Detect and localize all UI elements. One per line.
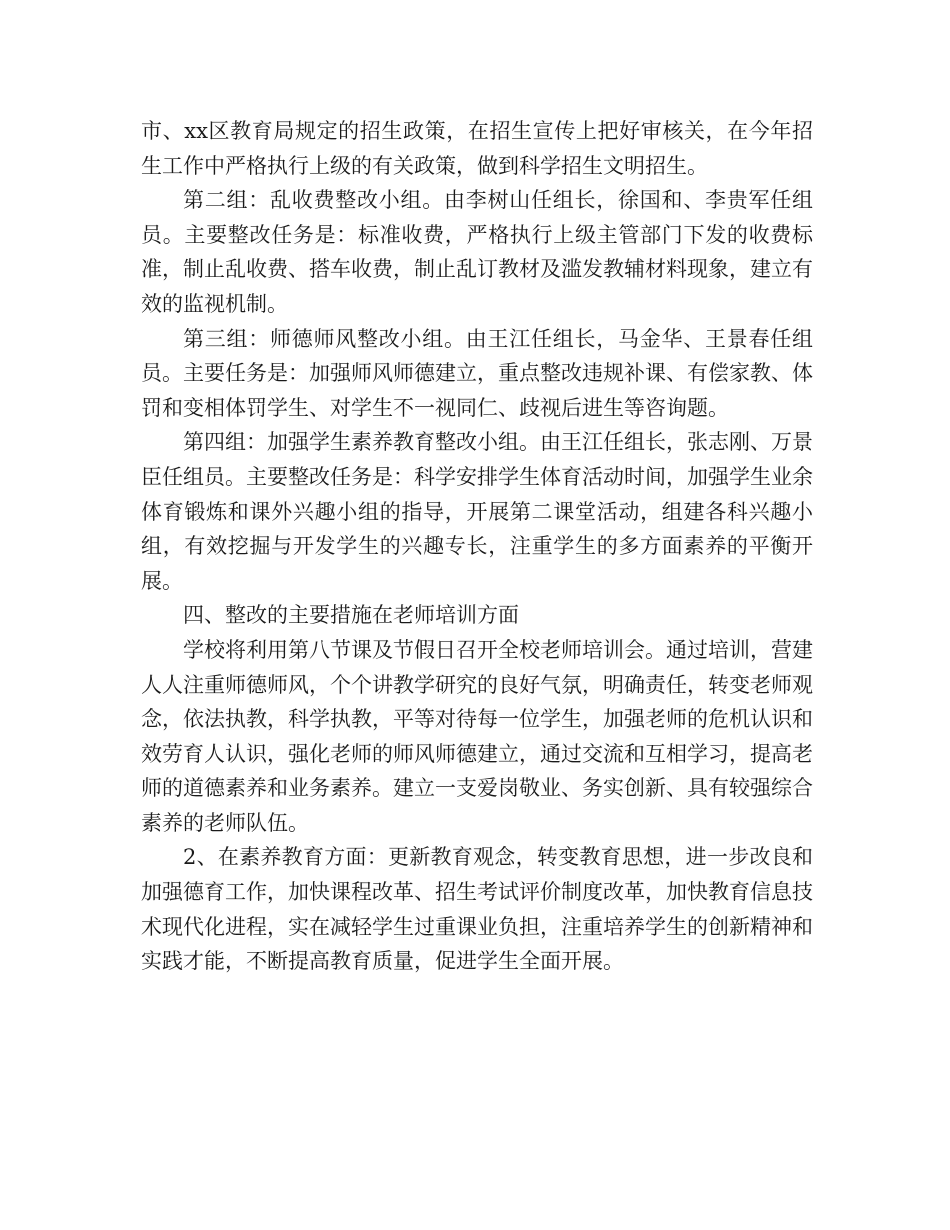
paragraph-group-three-ethics: 第三组：师德师风整改小组。由王江任组长，马金华、王景春任组员。主要任务是：加强师风师德建立，重点整改违规补课、有偿家教、体罚和变相体罚学生、对学生不一视同仁、歧视后进生等咨询题。 — [141, 326, 813, 420]
section-heading-main-measures: 四、整改的主要措施在老师培训方面 — [183, 603, 519, 628]
paragraph-group-two-fees: 第二组：乱收费整改小组。由李树山任组长，徐国和、李贵军任组员。主要整改任务是：标准收费，严格执行上级主管部门下发的收费标准，制止乱收费、搭车收费，制止乱订教材及滥发教辅材料现象，建立有效的监视机制。 — [141, 188, 813, 316]
paragraph-quality-education: 2、在素养教育方面：更新教育观念，转变教育思想，进一步改良和加强德育工作，加快课程改革、招生考试评价制度改革，加快教育信息技术现代化进程，实在减轻学生过重课业负担，注重培养学生的创新精神和实践才能，不断提高教育质量，促进学生全面开展。 — [141, 845, 813, 974]
paragraph-teacher-training: 学校将利用第八节课及节假日召开全校老师培训会。通过培训，营建人人注重师德师风，个个讲教学研究的良好气氛，明确责任，转变老师观念，依法执教，科学执教，平等对待每一位学生，加强老师的危机认识和效劳育人认识，强化老师的师风师德建立，通过交流和互相学习，提高老师的道德素养和业务素养。建立一支爱岗敬业、务实创新、具有较强综合素养的老师队伍。 — [141, 637, 813, 835]
paragraph-group-four-quality: 第四组：加强学生素养教育整改小组。由王江任组长，张志刚、万景臣任组员。主要整改任务是：科学安排学生体育活动时间，加强学生业余体育锻炼和课外兴趣小组的指导，开展第二课堂活动，组建各科兴趣小组，有效挖掘与开发学生的兴趣专长，注重学生的多方面素养的平衡开展。 — [141, 430, 813, 593]
paragraph-enrollment-policy-continued: 市、xx区教育局规定的招生政策，在招生宣传上把好审核关，在今年招生工作中严格执行上级的有关政策，做到科学招生文明招生。 — [141, 119, 813, 178]
document-body — [141, 114, 813, 979]
